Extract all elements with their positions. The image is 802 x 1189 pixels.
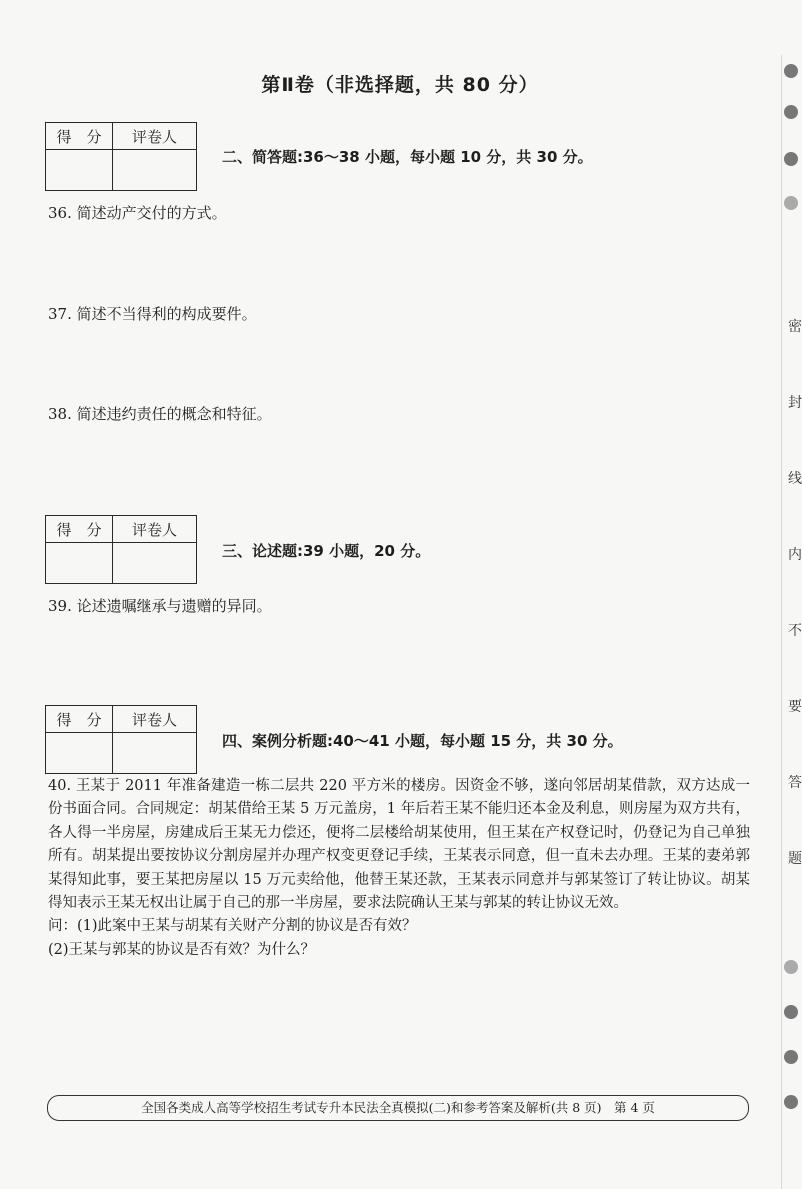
score-label: 得 分 <box>46 123 113 150</box>
question-40-ask-1: 问：(1)此案中王某与胡某有关财产分割的协议是否有效？ <box>48 918 417 935</box>
margin-char: 答 <box>788 775 802 791</box>
margin-char: 线 <box>788 471 802 487</box>
grader-label: 评卷人 <box>113 706 197 733</box>
margin-char: 密 <box>788 319 802 335</box>
score-cell <box>46 733 113 774</box>
question-37: 37. 简述不当得利的构成要件。 <box>48 305 257 323</box>
grader-label: 评卷人 <box>113 516 197 543</box>
section-heading-case-analysis: 四、案例分析题:40～41 小题，每小题 15 分，共 30 分。 <box>222 732 623 750</box>
section-heading-short-answer: 二、简答题:36～38 小题，每小题 10 分，共 30 分。 <box>222 148 593 166</box>
margin-char: 要 <box>788 699 802 715</box>
question-40 <box>48 775 750 962</box>
section-heading-essay: 三、论述题:39 小题，20 分。 <box>222 542 431 560</box>
question-36: 36. 简述动产交付的方式。 <box>48 204 227 222</box>
binding-hole-icon <box>784 105 798 119</box>
margin-char: 内 <box>788 547 802 563</box>
binding-hole-icon <box>784 960 798 974</box>
score-table <box>45 122 197 191</box>
question-40-text: 40. 王某于 2011 年准备建造一栋二层共 220 平方米的楼房。因资金不够，遂向邻居胡某借款，双方达成一份书面合同。合同规定：胡某借给王某 5 万元盖房，1 年后若王某不能归还本金及利息，则房屋为双方共有，各人得一半房屋，房建成后王某无力偿还，便将二层楼给胡某使用，但王某在产权登记时，仍登记为自己单独所有。胡某提出要按协议分割房屋并办理产权变更登记手续，王某表示同意，但一直未去办理。王某的妻弟郭某得知此事，要王某把房屋以 15 万元卖给他，他替王某还款，王某表示同意并与郭某签订了转让协议。胡某得知表示王某无权出让属于自己的那一半房屋，要求法院确认王某与郭某的转让协议无效。 <box>48 778 750 912</box>
page-title: 第Ⅱ卷（非选择题，共 80 分） <box>261 74 539 96</box>
binding-hole-icon <box>784 1005 798 1019</box>
score-cell <box>46 543 113 584</box>
binding-hole-icon <box>784 64 798 78</box>
question-39: 39. 论述遗嘱继承与遗赠的异同。 <box>48 597 272 615</box>
binding-hole-icon <box>784 152 798 166</box>
page-footer: 全国各类成人高等学校招生考试专升本民法全真模拟(二)和参考答案及解析(共 8 页) 第 4 页 <box>47 1095 749 1121</box>
score-label: 得 分 <box>46 516 113 543</box>
margin-char: 不 <box>788 623 802 639</box>
score-cell <box>46 150 113 191</box>
binding-hole-icon <box>784 196 798 210</box>
binding-hole-icon <box>784 1050 798 1064</box>
score-table <box>45 515 197 584</box>
margin-char: 题 <box>788 851 802 867</box>
question-40-ask-2: (2)王某与郭某的协议是否有效？为什么？ <box>48 941 316 958</box>
grader-cell <box>113 543 197 584</box>
score-table <box>45 705 197 774</box>
binding-margin-line <box>781 55 782 1189</box>
margin-char: 封 <box>788 395 802 411</box>
binding-hole-icon <box>784 1095 798 1109</box>
grader-label: 评卷人 <box>113 123 197 150</box>
score-label: 得 分 <box>46 706 113 733</box>
question-38: 38. 简述违约责任的概念和特征。 <box>48 405 272 423</box>
grader-cell <box>113 150 197 191</box>
grader-cell <box>113 733 197 774</box>
